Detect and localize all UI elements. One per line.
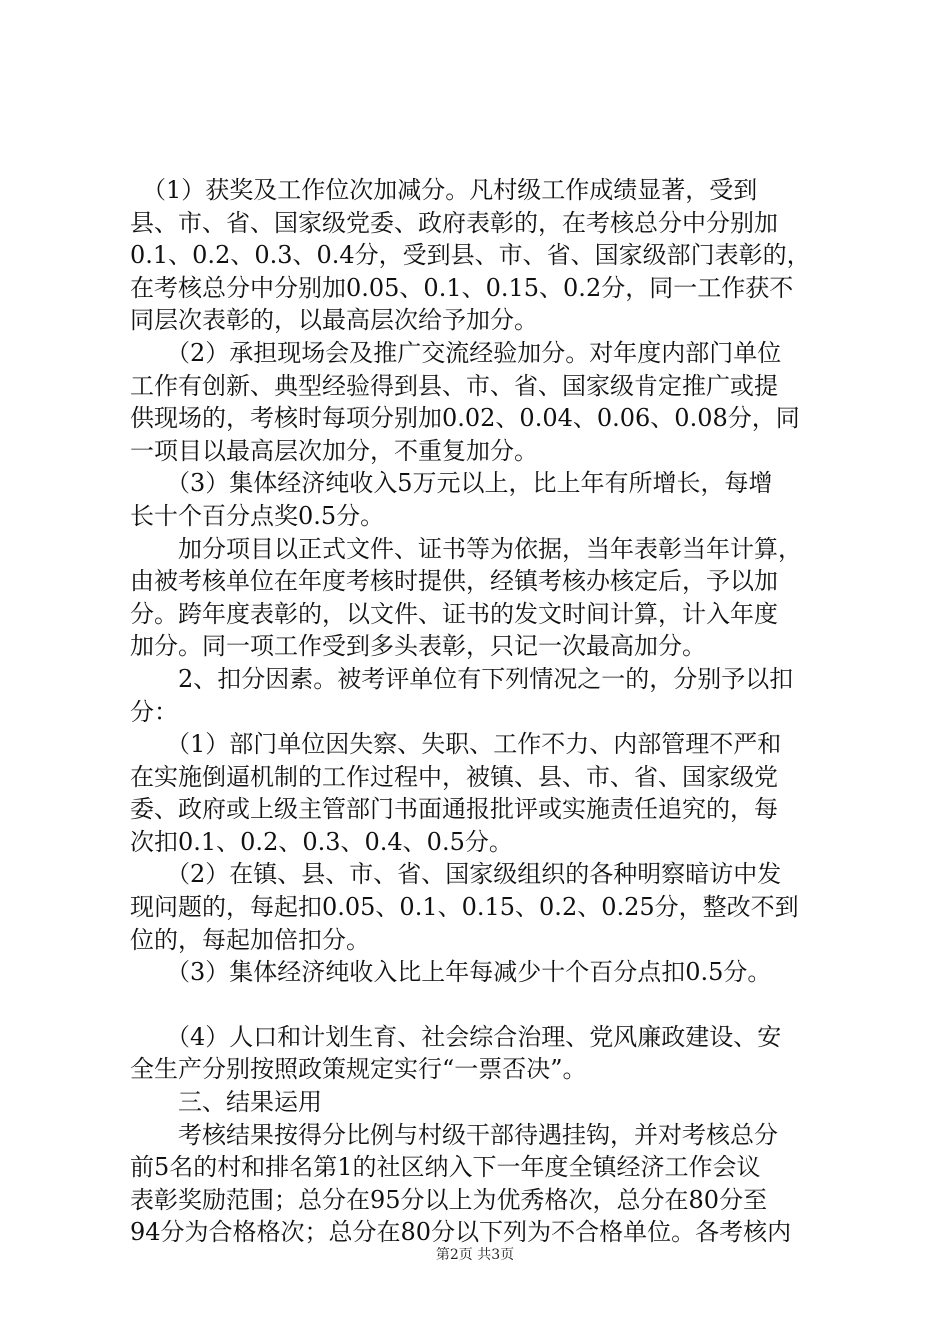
text-line: 现问题的，每起扣0.05、0.1、0.15、0.2、0.25分，整改不到 bbox=[130, 893, 799, 922]
text-line: （3）集体经济纯收入5万元以上，比上年有所增长，每增 bbox=[130, 469, 773, 498]
text-line: 同层次表彰的，以最高层次给予加分。 bbox=[130, 306, 538, 335]
text-line: 分。跨年度表彰的，以文件、证书的发文时间计算，计入年度 bbox=[130, 599, 778, 628]
text-line: 2、扣分因素。被考评单位有下列情况之一的，分别予以扣 bbox=[130, 664, 794, 693]
text-line: （3）集体经济纯收入比上年每减少十个百分点扣0.5分。 bbox=[130, 958, 772, 987]
text-line: 委、政府或上级主管部门书面通报批评或实施责任追究的，每 bbox=[130, 795, 778, 824]
text-line: 工作有创新、典型经验得到县、市、省、国家级肯定推广或提 bbox=[130, 371, 778, 400]
text-line: 表彰奖励范围；总分在95分以上为优秀格次，总分在80分至 bbox=[130, 1185, 768, 1214]
text-line: 加分。同一项工作受到多头表彰，只记一次最高加分。 bbox=[130, 632, 706, 661]
paragraph-gap bbox=[130, 989, 830, 1021]
text-line: 三、结果运用 bbox=[130, 1088, 322, 1117]
text-line: （1）获奖及工作位次加减分。凡村级工作成绩显著，受到 bbox=[130, 176, 758, 204]
text-line: 次扣0.1、0.2、0.3、0.4、0.5分。 bbox=[130, 827, 513, 856]
text-line: 一项目以最高层次加分，不重复加分。 bbox=[130, 436, 538, 465]
text-line: 由被考核单位在年度考核时提供，经镇考核办核定后，予以加 bbox=[130, 567, 778, 596]
text-line: （2）承担现场会及推广交流经验加分。对年度内部门单位 bbox=[130, 338, 782, 367]
text-line: 94分为合格格次；总分在80分以下列为不合格单位。各考核内 bbox=[130, 1218, 792, 1247]
text-line: （4）人口和计划生育、社会综合治理、党风廉政建设、安 bbox=[130, 1022, 782, 1051]
text-line: 县、市、省、国家级党委、政府表彰的，在考核总分中分别加 bbox=[130, 208, 778, 237]
text-line: 前5名的村和排名第1的社区纳入下一年度全镇经济工作会议 bbox=[130, 1153, 761, 1182]
page-footer: 第2页 共3页 bbox=[435, 1247, 515, 1263]
text-line: 供现场的，考核时每项分别加0.02、0.04、0.06、0.08分，同 bbox=[130, 404, 800, 433]
text-line: 加分项目以正式文件、证书等为依据，当年表彰当年计算， bbox=[130, 534, 802, 563]
document-body bbox=[130, 174, 830, 1249]
text-line: 在考核总分中分别加0.05、0.1、0.15、0.2分，同一工作获不 bbox=[130, 273, 794, 302]
text-line: 长十个百分点奖0.5分。 bbox=[130, 501, 385, 530]
text-line: 分： bbox=[130, 697, 178, 726]
text-line: 0.1、0.2、0.3、0.4分，受到县、市、省、国家级部门表彰的， bbox=[130, 241, 811, 270]
text-line: 位的，每起加倍扣分。 bbox=[130, 925, 370, 954]
text-line: 在实施倒逼机制的工作过程中，被镇、县、市、省、国家级党 bbox=[130, 762, 778, 791]
text-block-results bbox=[130, 1021, 830, 1249]
text-line: 考核结果按得分比例与村级干部待遇挂钩，并对考核总分 bbox=[130, 1120, 778, 1149]
text-block-scoring bbox=[130, 174, 830, 989]
text-line: （2）在镇、县、市、省、国家级组织的各种明察暗访中发 bbox=[130, 860, 782, 889]
text-line: （1）部门单位因失察、失职、工作不力、内部管理不严和 bbox=[130, 730, 782, 759]
text-line: 全生产分别按照政策规定实行“一票否决”。 bbox=[130, 1055, 587, 1084]
